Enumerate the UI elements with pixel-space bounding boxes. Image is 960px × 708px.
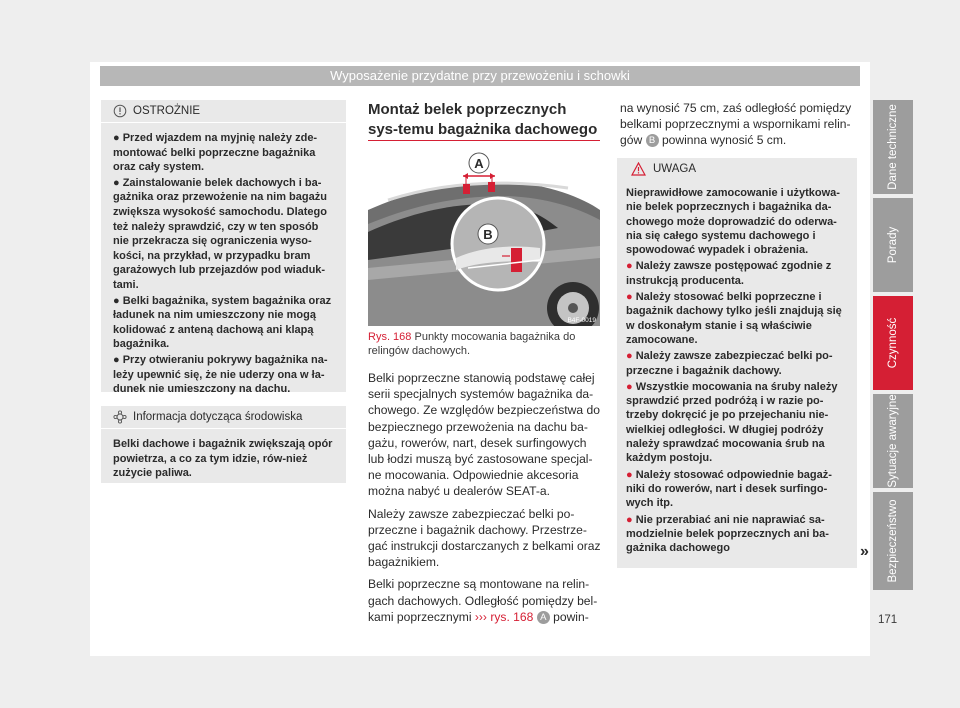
warning-item: ● Wszystkie mocowania na śruby należy sprawdzić przed podróżą i w razie po-trzeby dokręcić je po przejechaniu nie-wielkiej odległości. W długiej podróży należy sprawdzać mocowania śrub na każdym postoju.	[626, 380, 838, 465]
tab-czynnosc[interactable]: Czynność	[873, 296, 913, 390]
section-title: Montaż belek poprzecznych sys-temu bagażnika dachowego	[368, 101, 598, 138]
environment-box	[101, 406, 346, 483]
page-number: 171	[878, 614, 898, 626]
callout-a: A	[537, 611, 550, 624]
warning-triangle-icon	[631, 162, 646, 176]
figure-label-b: B	[483, 227, 493, 242]
caution-box	[101, 100, 346, 396]
leaf-icon	[113, 410, 127, 424]
figure-reference-link[interactable]: ››› rys. 168	[474, 609, 534, 624]
title-divider	[368, 140, 600, 141]
continue-marker: »	[860, 543, 869, 560]
tab-dane-techniczne[interactable]: Dane techniczne	[873, 100, 913, 194]
environment-text: Belki dachowe i bagażnik zwiększają opór powietrza, a co za tym idzie, rów-nież zużycie paliwa.	[113, 438, 333, 480]
caution-item: ● Zainstalowanie belek dachowych i ba-gażnika oraz przewożenie na nim bagażu zwiększa wysokość samochodu. Dlatego też należy sprawdzić, czy w ten sposób nie przekracza się ograniczenia wyso-kości, na przykład, w przypadku bram garażowych lub przejazdów pod wiaduk-tami.	[113, 176, 327, 291]
paragraph: na wynosić 75 cm, zaś odległość pomiędzy belkami poprzecznymi a wspornikami relin-gów B powinna wynosić 5 cm.	[620, 101, 852, 148]
car-roof-illustration	[368, 148, 600, 326]
warning-item: ● Nie przerabiać ani nie naprawiać sa-modzielnie belek poprzecznych ani ba-gażnika dachowego	[626, 513, 829, 555]
caution-item: ● Przy otwieraniu pokrywy bagażnika na-leży upewnić się, że nie uderzy ona w ła-dunek nie umieszczony na dachu.	[113, 353, 328, 396]
figure-code: B4F-0019	[567, 317, 596, 324]
figure-label-a: A	[474, 156, 484, 171]
environment-title: Informacja dotycząca środowiska	[133, 411, 303, 423]
caution-header	[101, 100, 346, 123]
warning-item: ● Należy stosować odpowiednie bagaż-niki do rowerów, nart i desek surfingo-wych itp.	[626, 468, 832, 510]
warning-box	[617, 158, 857, 568]
warning-intro: Nieprawidłowe zamocowanie i użytkowa-nie belek poprzecznych i bagażnika da-chowego może doprowadzić do oderwa-nia się całego systemu dachowego i spowodować wypadek i obrażenia.	[626, 187, 840, 257]
tab-bezpieczenstwo[interactable]: Bezpieczeństwo	[873, 492, 913, 590]
callout-b: B	[646, 134, 659, 147]
caution-title: OSTROŻNIE	[133, 105, 201, 117]
tab-porady[interactable]: Porady	[873, 198, 913, 292]
paragraph: Należy zawsze zabezpieczać belki po-przeczne i bagażnik dachowy. Przestrze-gać instrukcji dostarczanych z belkami oraz bagażnikiem.	[368, 506, 601, 570]
warning-item: ● Należy stosować belki poprzeczne i bagażnik dachowy tylko jeśli znajdują się w doskonałym stanie i są właściwie zamocowane.	[626, 291, 842, 346]
paragraph: Belki poprzeczne stanowią podstawę całej serii specjalnych systemów bagażnika da-chowego. Ze względów bezpieczeństwa do bezpiecznego przewożenia na dachu ba-gażu, rowerów, nart, desek surfingowych lub łodzi muszą być zastosowane specjal-ne mocowania. Odpowiednie akcesoria można nabyć u dealerów SEAT-a.	[368, 371, 600, 499]
caution-item: ● Przed wjazdem na myjnię należy zde-montować belki poprzeczne bagażnika oraz cały system.	[113, 132, 318, 174]
warning-body	[617, 180, 857, 555]
warning-title: UWAGA	[653, 163, 697, 175]
environment-header	[101, 406, 346, 429]
warning-item: ● Należy zawsze postępować zgodnie z instrukcją producenta.	[626, 260, 832, 287]
figure-roof-rack	[368, 148, 600, 326]
section-body	[368, 370, 604, 631]
warning-item: ● Należy zawsze zabezpieczać belki po-przeczne i bagażnik dachowy.	[626, 350, 833, 377]
chapter-header: Wyposażenie przydatne przy przewożeniu i schowki	[100, 66, 860, 86]
warning-header	[617, 158, 857, 180]
caution-body	[101, 123, 346, 406]
tab-sytuacje-awaryjne[interactable]: Sytuacje awaryjne	[873, 394, 913, 488]
figure-caption	[368, 330, 600, 358]
paragraph: Belki poprzeczne są montowane na relin-gach dachowych. Odległość pomiędzy bel-kami poprzecznymi ››› rys. 168 A powin-	[368, 577, 598, 624]
caution-item: ● Belki bagażnika, system bagażnika oraz ładunek na nim umieszczony nie mogą kolidować z anteną dachową ani klapą bagażnika.	[113, 294, 332, 351]
figure-caption-text: Punkty mocowania bagażnika do relingów dachowych.	[368, 331, 576, 357]
info-circle-icon	[113, 104, 127, 118]
figure-caption-label: Rys. 168	[368, 331, 412, 343]
section-body-continued	[620, 100, 860, 155]
